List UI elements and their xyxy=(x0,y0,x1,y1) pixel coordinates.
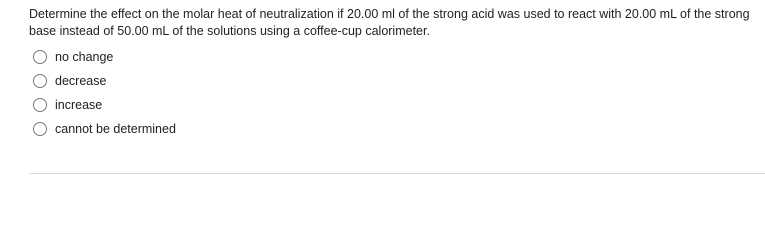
radio-button[interactable] xyxy=(33,74,47,88)
section-divider xyxy=(29,173,765,174)
radio-button[interactable] xyxy=(33,122,47,136)
radio-button[interactable] xyxy=(33,50,47,64)
radio-button[interactable] xyxy=(33,98,47,112)
option-label: increase xyxy=(55,98,103,112)
option-decrease[interactable] xyxy=(33,69,176,93)
answer-options xyxy=(33,45,176,141)
option-label: no change xyxy=(55,50,114,64)
question-text: Determine the effect on the molar heat of neutralization if 20.00 ml of the strong acid was used to react with 20.00 mL of the strong base instead of 50.00 mL of the solutions using a coffee-cup calorimeter. xyxy=(29,7,750,38)
option-no-change[interactable] xyxy=(33,45,176,69)
option-cannot-be-determined[interactable] xyxy=(33,117,176,141)
option-label: decrease xyxy=(55,74,107,88)
option-increase[interactable] xyxy=(33,93,176,117)
option-label: cannot be determined xyxy=(55,122,176,136)
